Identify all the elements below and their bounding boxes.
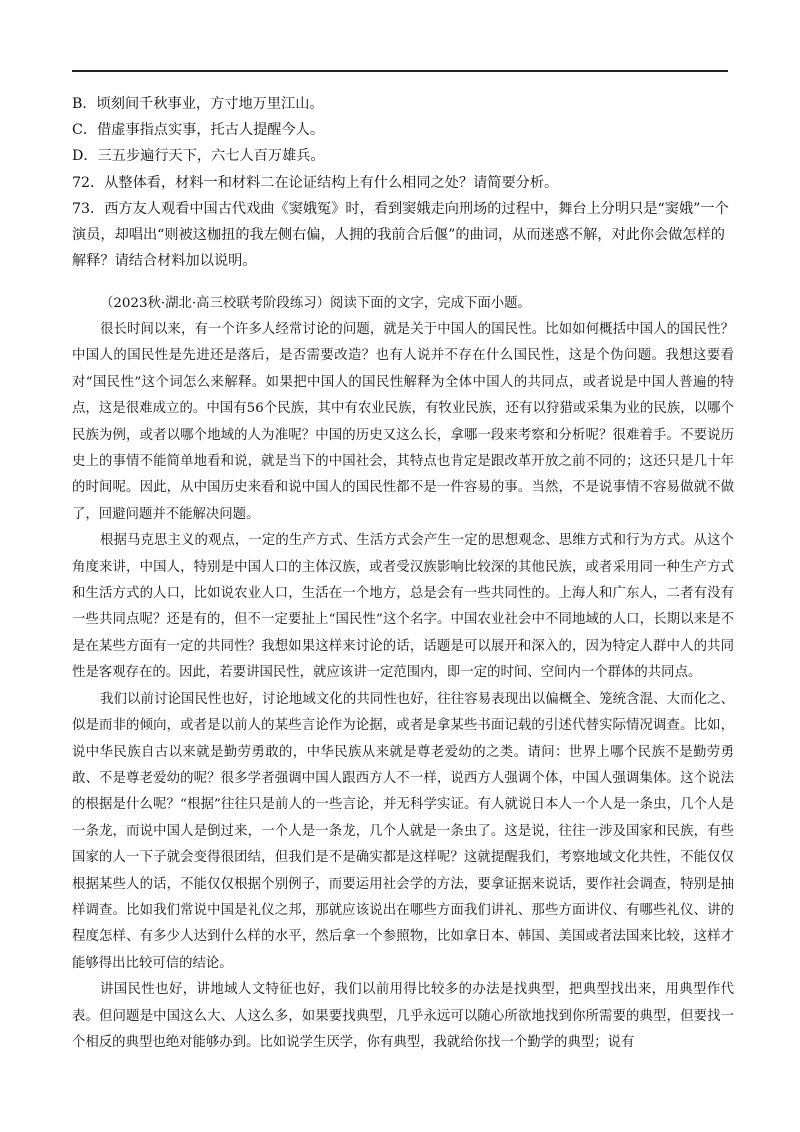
answer-options: [72, 91, 732, 274]
option-b: B．顷刻间千秋事业，方寸地万里江山。: [72, 96, 324, 112]
question-73: 73．西方友人观看中国古代戏曲《窦娥冤》时，看到窦娥走向刑场的过程中，舞台上分明只是“窦娥”一个演员，却唱出“则被这枷扭的我左侧右偏，人拥的我前合后偃”的曲词，从而迷惑不解，对此你会做怎样的解释？请结合材料加以说明。: [72, 200, 729, 270]
passage-paragraph-4: 讲国民性也好，讲地域人文特征也好，我们以前用得比较多的办法是找典型，把典型找出来，用典型作代表。但问题是中国这么大、人这么多，如果要找典型，几乎永远可以随心所欲地找到你所需要的典型，但要找一个相反的典型也绝对能够办到。比如说学生厌学，你有典型，我就给你找一个勤学的典型；说有: [72, 982, 734, 1050]
header-rule: [72, 70, 728, 72]
passage-paragraph-2: 根据马克思主义的观点，一定的生产方式、生活方式会产生一定的思想观念、思维方式和行为方式。从这个角度来讲，中国人，特别是中国人口的主体汉族，或者受汉族影响比较深的其他民族，或者采用同一种生产方式和生活方式的人口，比如说农业人口，生活在一个地方，总是会有一些共同性的。上海人和广东人，二者有没有一些共同点呢？还是有的，但不一定要扯上“国民性”这个名字。中国农业社会中不同地域的人口，长期以来是不是在某些方面有一定的共同性？我想如果这样来讨论的话，话题是可以展开和深入的，因为特定人群中人的共同性是客观存在的。因此，若要讲国民性，就应该讲一定范围内，即一定的时间、空间内一个群体的共同点。: [72, 533, 734, 681]
passage-paragraph-3: 我们以前讨论国民性也好，讨论地域文化的共同性也好，往往容易表现出以偏概全、笼统含混、大而化之、似是而非的倾向，或者是以前人的某些言论作为论据，或者是拿某些书面记载的引述代替实际情况调查。比如，说中华民族自古以来就是勤劳勇敢的，中华民族从来就是尊老爱幼的之类。请问：世界上哪个民族不是勤劳勇敢、不是尊老爱幼的呢？很多学者强调中国人跟西方人不一样，说西方人强调个体，中国人强调集体。这个说法的根据是什么呢？“根据”往往只是前人的一些言论，并无科学实证。有人就说日本人一个人是一条虫，几个人是一条龙，而说中国人是倒过来，一个人是一条龙，几个人就是一条虫了。这是说，往往一涉及国家和民族，有些国家的人一下子就会变得很团结，但我们是不是确实都是这样呢？这就提醒我们，考察地域文化共性，不能仅仅根据某些人的话，不能仅仅根据个别例子，而要运用社会学的方法，要拿证据来说话，要作社会调查，特别是抽样调查。比如我们常说中国是礼仪之邦，那就应该说出在哪些方面我们讲礼、那些方面讲仪、有哪些礼仪、讲的程度怎样、有多少人达到什么样的水平，然后拿一个参照物，比如拿日本、韩国、美国或者法国来比较，这样才能够得出比较可信的结论。: [72, 691, 734, 971]
reading-passage: [72, 291, 734, 1056]
passage-intro: （2023秋·湖北·高三校联考阶段练习）阅读下面的文字，完成下面小题。: [100, 296, 531, 311]
option-c: C．借虚事指点实事，托古人提醒今人。: [72, 122, 325, 139]
option-d: D．三五步遍行天下，六七人百万雄兵。: [72, 148, 325, 165]
passage-paragraph-1: 很长时间以来，有一个许多人经常讨论的问题，就是关于中国人的国民性。比如如何概括中国人的国民性？中国人的国民性是先进还是落后，是否需要改造？也有人说并不存在什么国民性，这是个伪问题。我想这要看对“国民性”这个词怎么来解释。如果把中国人的国民性解释为全体中国人的共同点，或者说是中国人普遍的特点，这是很难成立的。中国有56个民族，其中有农业民族，有牧业民族，还有以狩猎或采集为业的民族，以哪个民族为例，或者以哪个地域的人为准呢？中国的历史又这么长，拿哪一段来考察和分析呢？很难着手。不要说历史上的事情不能简单地看和说，就是当下的中国社会，其特点也肯定是跟改革开放之前不同的；这还只是几十年的时间呢。因此，从中国历史来看和说中国人的国民性都不是一件容易的事。当然，不是说事情不容易做就不做了，回避问题并不能解决问题。: [72, 322, 734, 522]
question-72: 72．从整体看，材料一和材料二在论证结构上有什么相同之处？请简要分析。: [72, 174, 559, 191]
